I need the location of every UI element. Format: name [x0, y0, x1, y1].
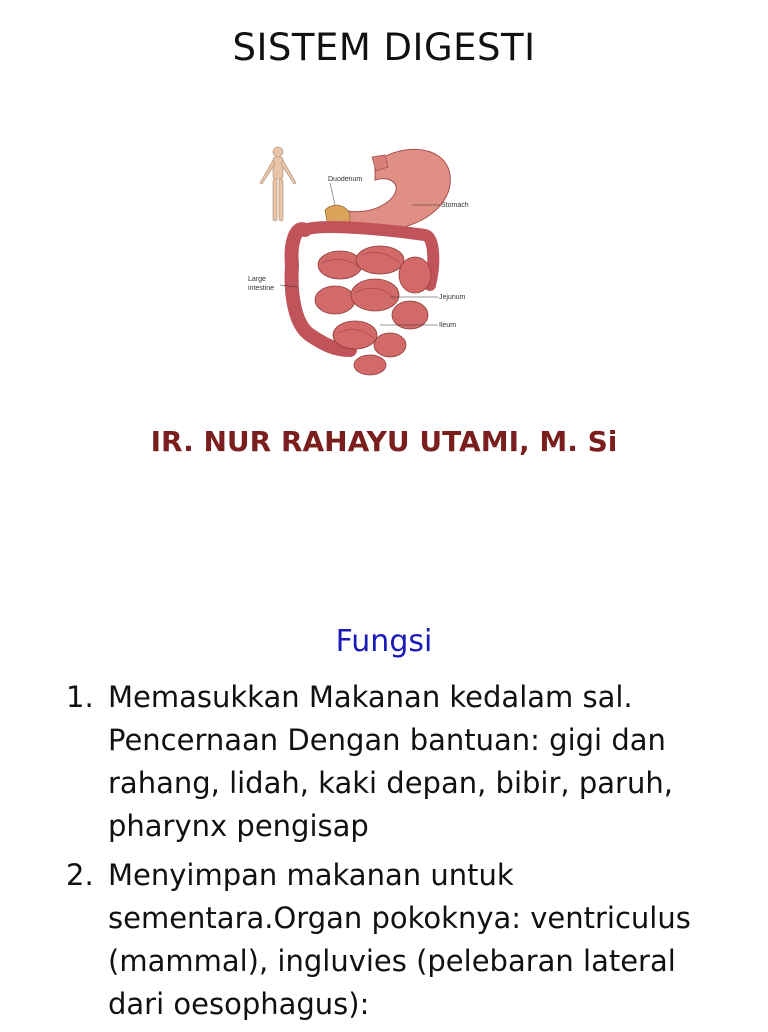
list-item	[66, 676, 726, 848]
label-stomach: Stomach	[441, 202, 469, 209]
small-intestine-shape	[315, 246, 431, 375]
list-item	[66, 854, 726, 1026]
slide-title	[0, 0, 768, 512]
human-figure-icon	[260, 147, 296, 221]
slide-fungsi	[0, 512, 768, 1024]
list-item-text: Memasukkan Makanan kedalam sal. Pencernaan Dengan bantuan: gigi dan rahang, lidah, kaki depan, bibir, paruh, pharynx pengisap	[108, 680, 673, 843]
label-jejunum: Jejunum	[439, 294, 466, 301]
digestive-system-illustration	[240, 135, 480, 385]
label-large-line2: intestine	[248, 285, 275, 292]
list-item-number: 2.	[66, 858, 94, 892]
slide-title-text: SISTEM DIGESTI	[232, 26, 536, 69]
stomach-shape	[338, 149, 450, 230]
list-item-number: 1.	[66, 680, 94, 714]
label-ileum: Ileum	[439, 322, 457, 329]
label-large-line1: Large	[248, 276, 266, 283]
list-item-text: Menyimpan makanan untuk sementara.Organ pokoknya: ventriculus (mammal), ingluvies (pelebaran lateral dari oesophagus):	[108, 858, 691, 1021]
author-name: IR. NUR RAHAYU UTAMI, M. Si	[150, 425, 618, 458]
function-list	[66, 676, 726, 1032]
label-duodenum: Duodenum	[328, 176, 363, 183]
section-heading: Fungsi	[335, 624, 433, 659]
